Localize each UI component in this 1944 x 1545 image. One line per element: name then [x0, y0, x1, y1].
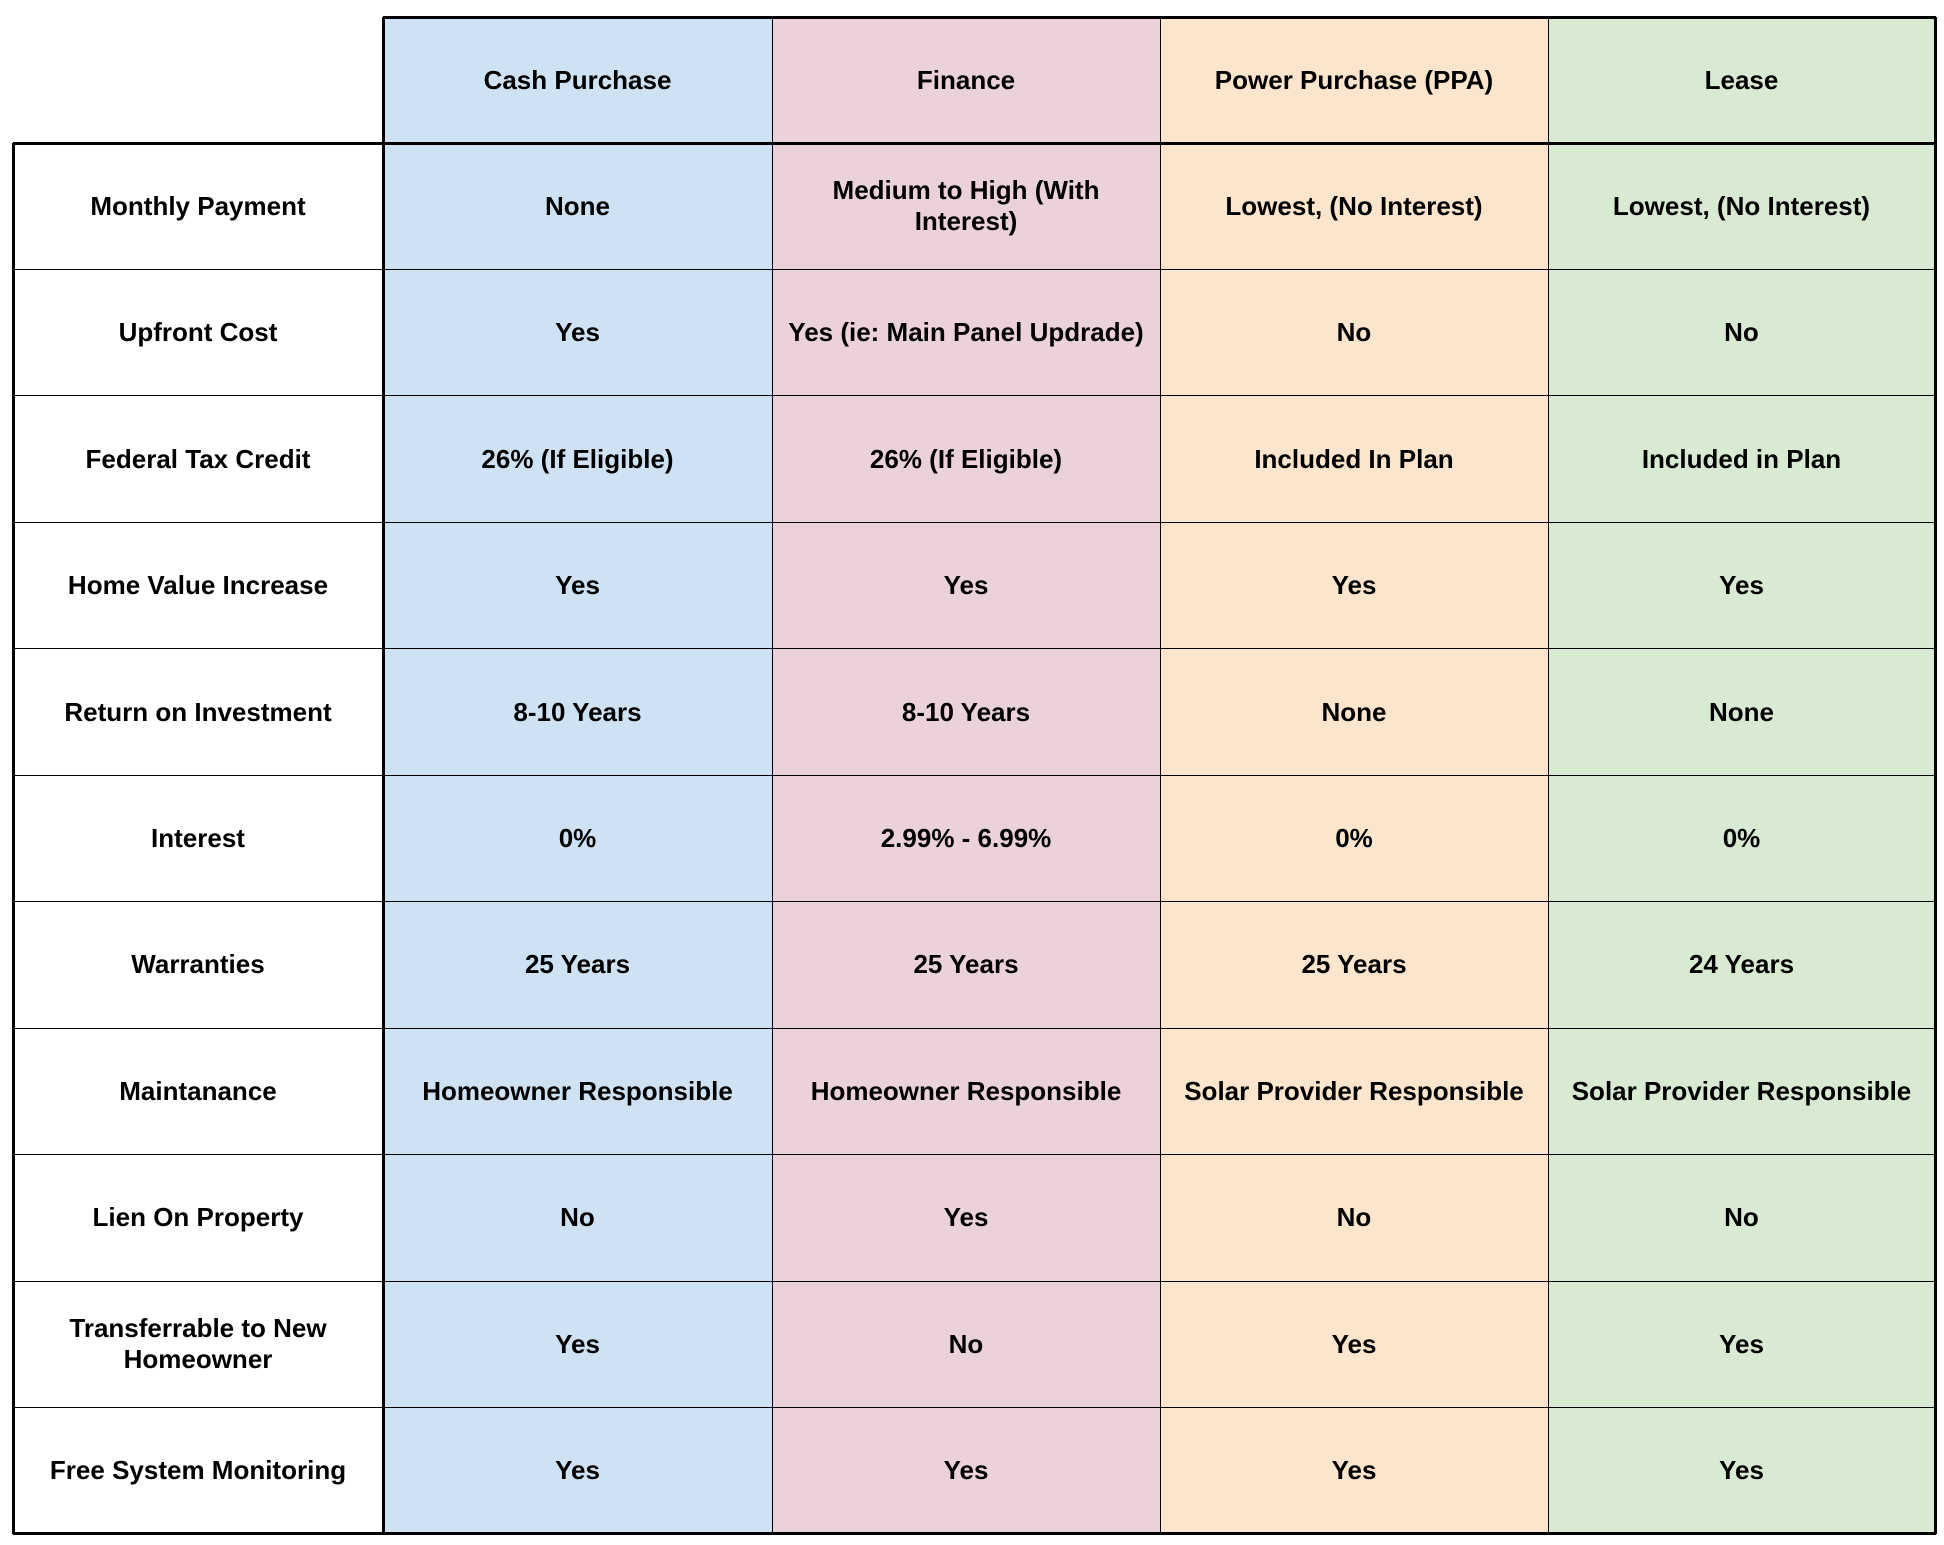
row-label: Transferrable to New Homeowner — [13, 1281, 383, 1407]
table-cell: 0% — [1548, 775, 1935, 901]
table-cell: 24 Years — [1548, 902, 1935, 1028]
row-label: Federal Tax Credit — [13, 396, 383, 522]
table-cell: Yes — [1160, 1281, 1548, 1407]
table-cell: Yes — [772, 1155, 1160, 1281]
table-cell: Yes — [1160, 1408, 1548, 1534]
table-cell: None — [1548, 649, 1935, 775]
table-cell: Yes — [772, 522, 1160, 648]
table-cell: No — [1160, 269, 1548, 395]
table-bottom-border — [13, 1532, 1936, 1535]
table-cell: None — [383, 143, 772, 269]
row-label: Return on Investment — [13, 649, 383, 775]
row-divider — [13, 1028, 1935, 1029]
header-bottom-border — [13, 142, 1936, 145]
table-cell: Solar Provider Responsible — [1160, 1028, 1548, 1154]
table-cell: Medium to High (With Interest) — [772, 143, 1160, 269]
table-cell: Yes — [1548, 1281, 1935, 1407]
table-cell: 8-10 Years — [383, 649, 772, 775]
table-cell: Yes — [1548, 1408, 1935, 1534]
row-divider — [13, 1281, 1935, 1282]
table-cell: 8-10 Years — [772, 649, 1160, 775]
table-cell: Solar Provider Responsible — [1548, 1028, 1935, 1154]
table-cell: 26% (If Eligible) — [383, 396, 772, 522]
table-cell: 0% — [1160, 775, 1548, 901]
table-cell: Included in Plan — [1548, 396, 1935, 522]
row-label: Lien On Property — [13, 1155, 383, 1281]
table-cell: Included In Plan — [1160, 396, 1548, 522]
row-label: Maintanance — [13, 1028, 383, 1154]
column-header: Finance — [772, 17, 1160, 143]
row-label: Interest — [13, 775, 383, 901]
row-divider — [13, 1154, 1935, 1155]
row-label: Warranties — [13, 902, 383, 1028]
row-divider — [13, 522, 1935, 523]
row-divider — [13, 1407, 1935, 1408]
table-cell: Lowest, (No Interest) — [1548, 143, 1935, 269]
row-label: Monthly Payment — [13, 143, 383, 269]
table-cell: Yes — [383, 1281, 772, 1407]
table-cell: Homeowner Responsible — [772, 1028, 1160, 1154]
column-header: Lease — [1548, 17, 1935, 143]
table-cell: 2.99% - 6.99% — [772, 775, 1160, 901]
table-cell: Yes — [1548, 522, 1935, 648]
row-label: Upfront Cost — [13, 269, 383, 395]
row-label: Free System Monitoring — [13, 1408, 383, 1534]
table-cell: No — [772, 1281, 1160, 1407]
row-divider — [13, 269, 1935, 270]
row-divider — [13, 648, 1935, 649]
table-cell: 25 Years — [772, 902, 1160, 1028]
table-cell: Yes — [383, 269, 772, 395]
table-cell: Yes — [772, 1408, 1160, 1534]
table-cell: Homeowner Responsible — [383, 1028, 772, 1154]
table-cell: None — [1160, 649, 1548, 775]
row-divider — [13, 901, 1935, 902]
table-cell: 25 Years — [383, 902, 772, 1028]
table-cell: No — [1160, 1155, 1548, 1281]
table-cell: No — [1548, 1155, 1935, 1281]
table-cell: 0% — [383, 775, 772, 901]
table-cell: 26% (If Eligible) — [772, 396, 1160, 522]
table-cell: Yes — [383, 1408, 772, 1534]
table-cell: Yes (ie: Main Panel Updrade) — [772, 269, 1160, 395]
table-cell: Yes — [1160, 522, 1548, 648]
table-cell: No — [383, 1155, 772, 1281]
row-divider — [13, 775, 1935, 776]
table-cell: Lowest, (No Interest) — [1160, 143, 1548, 269]
row-label: Home Value Increase — [13, 522, 383, 648]
column-header: Cash Purchase — [383, 17, 772, 143]
table-left-border — [12, 143, 15, 1534]
column-header: Power Purchase (PPA) — [1160, 17, 1548, 143]
table-cell: 25 Years — [1160, 902, 1548, 1028]
row-divider — [13, 395, 1935, 396]
table-cell: Yes — [383, 522, 772, 648]
table-cell: No — [1548, 269, 1935, 395]
